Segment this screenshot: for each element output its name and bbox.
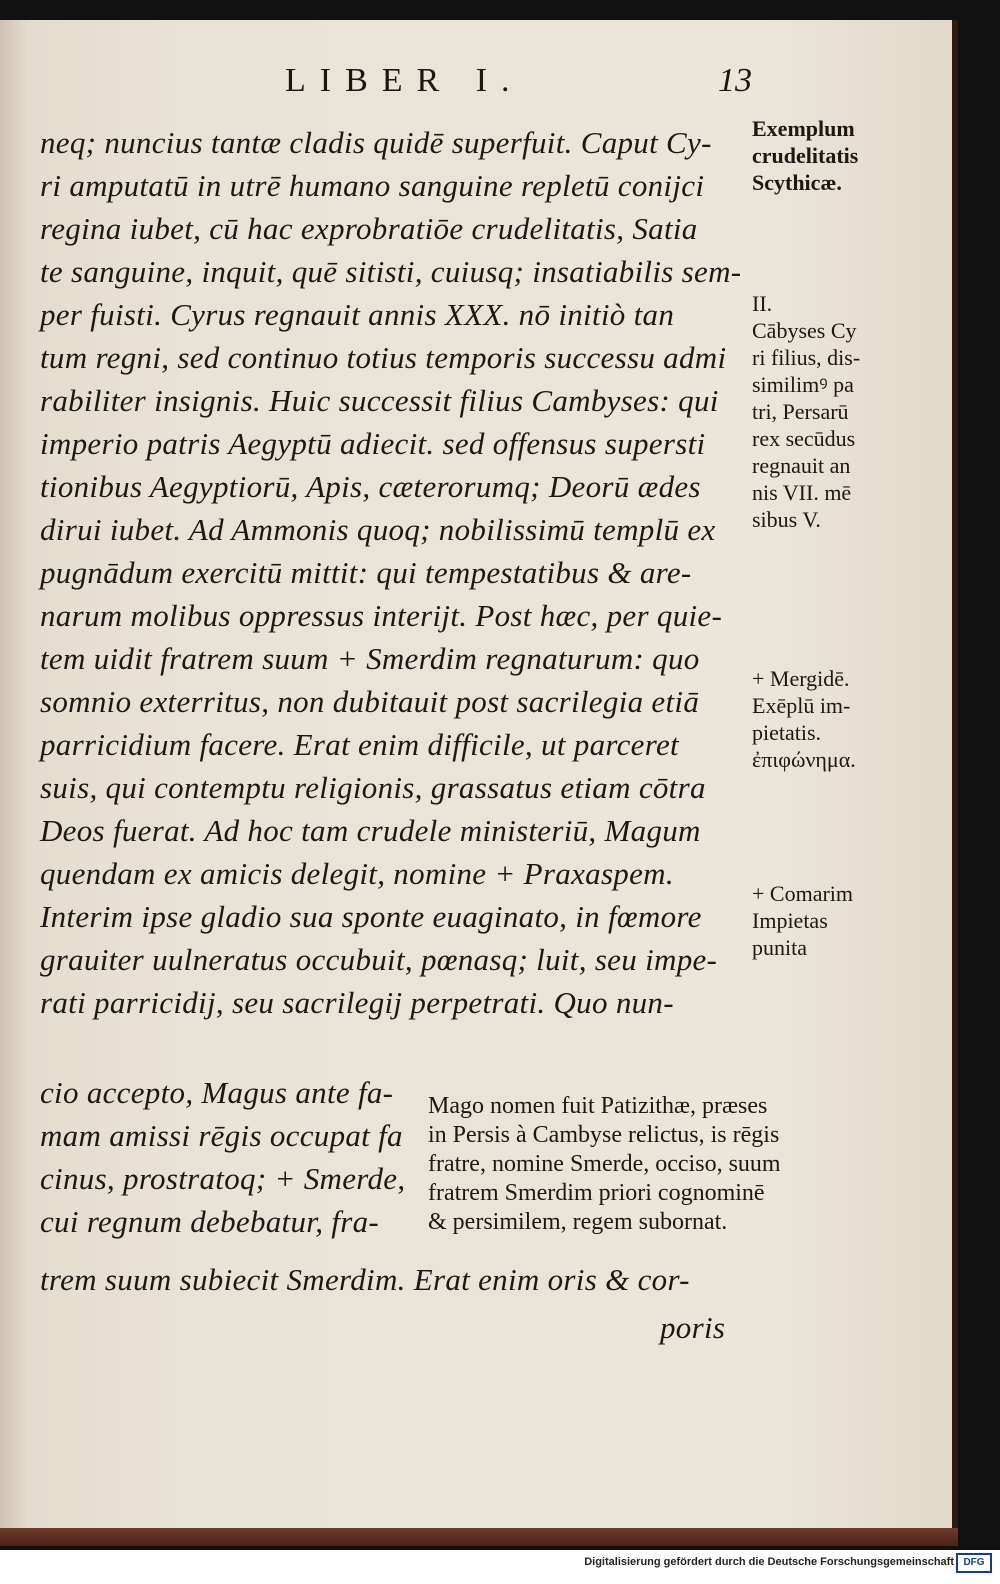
body-line: cui regnum debebatur, fra-	[40, 1204, 379, 1239]
margin-note-exemplum: Exemplum crudelitatis Scythicæ.	[752, 116, 859, 195]
body-line: tum regni, sed continuo totius temporis successu admi	[40, 340, 727, 375]
body-line: tem uidit fratrem suum + Smerdim regnaturum: quo	[40, 641, 700, 676]
catchword: poris	[660, 1310, 726, 1345]
body-line: mam amissi rēgis occupat fa	[40, 1118, 403, 1153]
body-line: narum molibus oppressus interijt. Post hæc, per quie-	[40, 598, 723, 633]
body-line: Interim ipse gladio sua sponte euaginato, in fœmore	[40, 899, 702, 934]
dfg-logo: DFG	[956, 1553, 992, 1573]
body-line: parricidium facere. Erat enim difficile, ut parceret	[40, 727, 679, 762]
body-line: dirui iubet. Ad Ammonis quoq; nobilissimū templū ex	[40, 512, 716, 547]
running-head: LIBER I.	[285, 62, 524, 99]
inset-note	[428, 1092, 781, 1237]
body-line: per fuisti. Cyrus regnauit annis XXX. nō initiò tan	[40, 297, 675, 332]
body-line: pugnādum exercitū mittit: qui tempestatibus & are-	[40, 555, 692, 590]
margin-note-cambyses: II. Cābyses Cy ri filius, dis- similimꝰ pa tri, Persarū rex secūdus regnauit an nis VII. mē sibus V.	[752, 291, 861, 532]
body-line: cinus, prostratoq; + Smerde,	[40, 1161, 406, 1196]
scan-credit: Digitalisierung gefördert durch die Deutsche Forschungsgemeinschaft	[584, 1556, 954, 1568]
inset-note-line: Mago nomen fuit Patizithæ, præses	[428, 1093, 768, 1119]
inset-note-line: fratre, nomine Smerde, occiso, suum	[428, 1151, 781, 1177]
margin-note-comarim: + Comarim Impietas punita	[752, 881, 854, 960]
body-line: somnio exterritus, non dubitauit post sacrilegia etiā	[40, 684, 700, 719]
body-line: grauiter uulneratus occubuit, pœnasq; luit, seu impe-	[40, 942, 718, 977]
inset-note-line: & persimilem, regem subornat.	[428, 1209, 728, 1235]
body-line: rati parricidij, seu sacrilegij perpetrati. Quo nun-	[40, 985, 674, 1020]
margin-note-mergide: + Mergidē. Exēplū im- pietatis. ἐπιφώνημα.	[752, 666, 856, 772]
body-line: regina iubet, cū hac exprobratiōe crudelitatis, Satia	[40, 211, 698, 246]
body-line: suis, qui contemptu religionis, grassatus etiam cōtra	[40, 770, 706, 805]
inset-note-line: fratrem Smerdim priori cognominē	[428, 1180, 765, 1206]
page-edge	[0, 1528, 958, 1546]
inset-note-line: in Persis à Cambyse relictus, is rēgis	[428, 1122, 780, 1148]
body-line: quendam ex amicis delegit, nomine + Praxaspem.	[40, 856, 674, 891]
body-line: ri amputatū in utrē humano sanguine repletū conijci	[40, 168, 705, 203]
body-line: cio accepto, Magus ante fa-	[40, 1075, 394, 1110]
body-line: trem suum subiecit Smerdim. Erat enim oris & cor-	[40, 1262, 690, 1297]
body-line: te sanguine, inquit, quē sitisti, cuiusq; insatiabilis sem-	[40, 254, 742, 289]
body-line: Deos fuerat. Ad hoc tam crudele ministeriū, Magum	[40, 813, 701, 848]
body-line: imperio patris Aegyptū adiecit. sed offensus supersti	[40, 426, 706, 461]
body-line: neq; nuncius tantæ cladis quidē superfuit. Caput Cy-	[40, 125, 712, 160]
page-number: 13	[718, 62, 752, 99]
body-line: tionibus Aegyptiorū, Apis, cæterorumq; Deorū ædes	[40, 469, 701, 504]
body-line: rabiliter insignis. Huic successit filius Cambyses: qui	[40, 383, 719, 418]
